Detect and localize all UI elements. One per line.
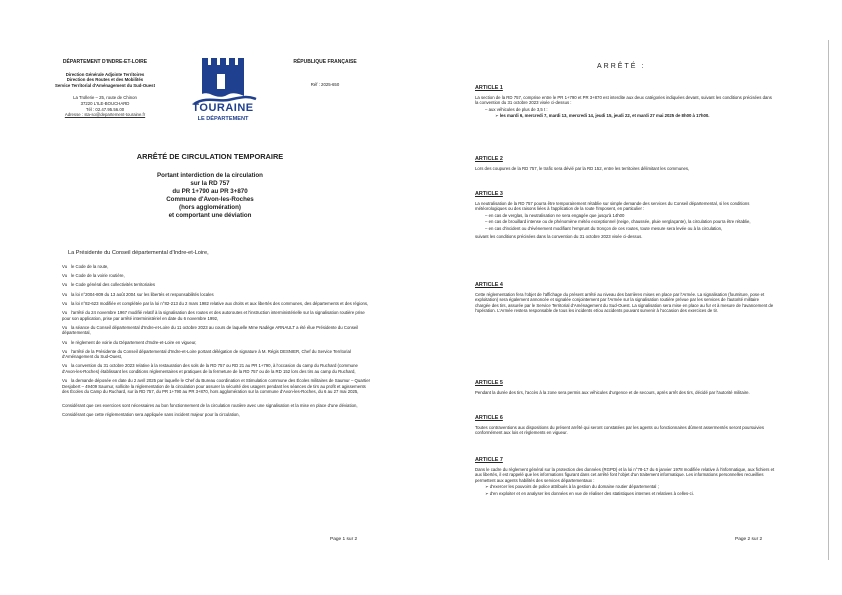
vu-item: Vu l'arrêté de la Présidente du Conseil départemental d'Indre-et-Loire portant délégation de signature à M. Régis DESNIER, Chef du Service Territorial d'Aménagement du Sud-Ouest,: [62, 348, 351, 360]
logo-subtitle: LE DÉPARTEMENT: [197, 116, 249, 122]
arrow-icon: ➢: [495, 113, 500, 119]
logo-name: TOURAINE: [192, 102, 254, 114]
page-number-left: Page 1 sur 2: [330, 537, 358, 542]
bullet-item: ➢ d'exercer les pouvoirs de police attribués à la gestion du domaine routier départemental ;: [485, 484, 659, 490]
article-heading: ARTICLE 6: [475, 415, 503, 421]
subtitle-line: Commune d'Avon-les-Roches: [166, 196, 254, 203]
address-line-1: La Trollerie – 25, route de Chinon: [73, 95, 137, 101]
vu-item: Vu la séance du Conseil départemental d'Indre-et-Loire du 11 octobre 2023 au cours de laquelle Mme Nadège ARNAULT a été élue Présidente du Conseil départemental,: [62, 324, 359, 336]
article-6: [475, 416, 775, 436]
dash-icon: –: [485, 212, 489, 218]
article-text: Toutes contraventions aux dispositions du présent arrêté qui seront constatées par les agents ou fonctionnaires dûment assermentés seront poursuivies conformément aux lois et règlements en vigueur.: [475, 424, 765, 436]
article-heading: ARTICLE 3: [475, 191, 503, 197]
right-header-block: [270, 60, 380, 87]
scan-edge-line: [828, 40, 829, 560]
vu-item: Vu la loi n°2004-809 du 13 août 2004 sur les libertés et responsabilités locales: [62, 291, 214, 297]
arrow-icon: ➢: [485, 490, 490, 496]
vu-item: Vu le Code de la route,: [62, 264, 109, 269]
article-text: Cette réglementation fera l'objet de l'affichage du présent arrêté au niveau des barrières mises en place par l'Armée. La signalisation (fourniture, pose et exploitation) sera également annoncée et signalée conjointement par l'Armée sur la signalisation routière prévue par les services de l'autorité militaire chargée des tirs, assurée par le Service Territorial d'Aménagement du Sud-Ouest. La signalisation sera mise en place au fur et à mesure de l'avancement de l'opération. L'Armée restera responsable de tous les incidents et/ou accidents pouvant survenir à l'occasion des exercices de tir.: [475, 291, 774, 314]
article-1: [475, 86, 775, 119]
article-heading: ARTICLE 5: [475, 380, 503, 386]
article-text: Pendant la durée des tirs, l'accès à la zone sera permis aux véhicules d'urgence et de secours, après arrêt des tirs, décidé par l'autorité militaire.: [475, 389, 750, 395]
article-heading: ARTICLE 4: [475, 282, 503, 288]
bullet-item: – en cas d'incident ou d'évènement modifiant l'emprunt du tronçon de ces routes, toute mesure sera levée ou à la circulation,: [485, 225, 723, 231]
bullet-item: – en cas de verglas, la neutralisation ne sera engagée que jusqu'à 14h00: [485, 212, 625, 218]
article-7: [475, 458, 775, 497]
vu-item: Vu la demande déposée en date du 2 avril 2025 par laquelle le Chef du Bureau coordination et Stimulation commune des Écoles militaires de Saumur – Quartier Desjobert – 49409 Saumur, sollicite la réglementation de la circulation pour assurer la sécurité des usagers pendant les séances de tirs au profit et agissements des Écoles du Camp du Ruchard, sur la RD 757, du PR 1+790 au PR 3+870, hors agglomération sur la commune d'Avon-les-Roches, du 6 au 27 mai 2025,: [62, 378, 371, 395]
arrow-icon: ➢: [485, 484, 490, 490]
subtitle-line: sur la RD 757: [190, 180, 230, 187]
vu-item: Vu l'arrêté du 24 novembre 1967 modifié relatif à la signalisation des routes et des autoroutes et l'instruction interministérielle sur la signalisation routière prise pour son application, prise par arrêté interministériel en date du 6 novembre 1992,: [62, 309, 365, 321]
address-line-2: 37220 L'ILE-BOUCHARD: [80, 100, 130, 106]
article-text: La section de la RD 757, comprise entre le PR 1+790 et PR 3+870 est interdite aux deux catégories indiquées devant, suivant les conditions précisées dans la convention du 31 octobre 2023 visée ci-dessus :: [475, 94, 772, 106]
article-3: [475, 192, 775, 239]
bullet-item: – aux véhicules de plus de 3,5 t :: [485, 106, 548, 112]
touraine-logo: [180, 52, 265, 132]
article-5: [475, 381, 775, 395]
vu-list: [62, 264, 372, 421]
vu-item: Vu le Code général des collectivités territoriales: [62, 282, 156, 288]
bullet-item: ➢ les mardi 6, mercredi 7, mardi 13, mercredi 14, jeudi 15, jeudi 22, et mardi 27 mai 2025 de 8h00 à 17h00.: [495, 113, 710, 119]
article-text: Lors des coupures de la RD 757, le trafic sera dévié par la RD 152, entre les territoires délimitant les communes,: [475, 165, 690, 171]
document-subtitle: [90, 172, 330, 220]
reference-number: Réf : 2025-650: [310, 81, 340, 87]
article-4: [475, 283, 775, 314]
left-header-block: [40, 60, 170, 118]
vu-item: Vu le règlement de voirie du Département d'Indre-et-Loire en vigueur,: [62, 339, 197, 345]
article-text: La neutralisation de la RD 757 pourra être temporairement rétablie sur simple demande des services du Conseil départemental, si les conditions météorologiques ou des raisons liées à l'application de la route l'imposent, en particulier :: [475, 200, 750, 212]
considerant-2: Considérant que cette réglementation sera appliquée sans incident majeur pour la circulation,: [62, 412, 240, 418]
department-name: DÉPARTEMENT D'INDRE-ET-LOIRE: [62, 59, 148, 65]
article-text: suivant les conditions précisées dans la convention du 31 octobre 2023 visée ci-dessus.: [475, 233, 643, 239]
vu-item: Vu la convention du 31 octobre 2023 relative à la restauration des sols de la RD 757 ou RD 21 au PR 1+790, à l'occasion du camp du Ruchard (commune d'Avon-les-Roches) établissant les conditions réglementaires et pratiques de la fermeture de la RD 757 ou de la RD 152 lors des tirs au camp du Ruchard,: [62, 363, 358, 375]
considerant-1: Considérant que ces exercices sont nécessaires au bon fonctionnement de la circulation routière avec une signalisation et la mise en place d'une déviation,: [62, 403, 358, 409]
document-title: ARRÊTÉ DE CIRCULATION TEMPORAIRE: [136, 152, 284, 161]
dash-icon: –: [485, 106, 489, 112]
email-line: Adresse : sta-so@departement-touraine.fr: [64, 112, 146, 118]
subtitle-line: (hors agglomération): [179, 204, 241, 211]
page-number-right: Page 2 sur 2: [735, 537, 763, 542]
phone-line: Tél : 02.47.95.56.00: [85, 106, 125, 112]
article-2: [475, 157, 775, 171]
arrete-heading: ARRÊTÉ :: [597, 63, 646, 70]
bullet-item: ➢ d'en exploiter et en analyser les données en vue de réaliser des statistiques internes et relatives à celles-ci.: [485, 490, 694, 496]
subtitle-line: du PR 1+790 au PR 3+870: [172, 188, 248, 195]
vu-item: Vu le Code de la voirie routière,: [62, 273, 125, 279]
republic-label: RÉPUBLIQUE FRANÇAISE: [293, 59, 357, 65]
direction-line-1: Direction Générale Adjointe Territoires: [65, 71, 145, 77]
article-heading: ARTICLE 1: [475, 85, 503, 91]
subtitle-line: Portant interdiction de la circulation: [157, 172, 263, 179]
dash-icon: –: [485, 219, 489, 225]
intro-line: La Présidente du Conseil départemental d'Indre-et-Loire,: [68, 250, 209, 256]
article-text: Dans le cadre du règlement général sur la protection des données (RGPD) et la loi n°78-17 du 6 janvier 1978 modifiée relative à l'informatique, aux fichiers et aux libertés, il est rappelé que les informations figurant dans cet arrêté font l'objet d'un traitement informatique. Les informations personnelles recueillies permettent aux agents habilités des services départementaux :: [475, 466, 775, 483]
bullet-item: – en cas de brouillard intense ou de phénomène météo exceptionnel (neige, chaussée, pluie verglaçante), la circulation pourra être rétablie,: [485, 219, 751, 225]
direction-line-2: Direction des Routes et des Mobilités: [66, 77, 144, 83]
vu-item: Vu la loi n°82-623 modifiée et complétée par la loi n°82-213 du 2 mars 1982 relative aux droits et aux libertés des communes, des départements et des régions,: [62, 300, 369, 306]
article-heading: ARTICLE 2: [475, 156, 503, 162]
service-line: Service Territorial d'Aménagement du Sud-Ouest: [54, 82, 156, 88]
subtitle-line: et comportant une déviation: [168, 212, 252, 219]
dash-icon: –: [485, 225, 489, 231]
article-heading: ARTICLE 7: [475, 457, 503, 463]
